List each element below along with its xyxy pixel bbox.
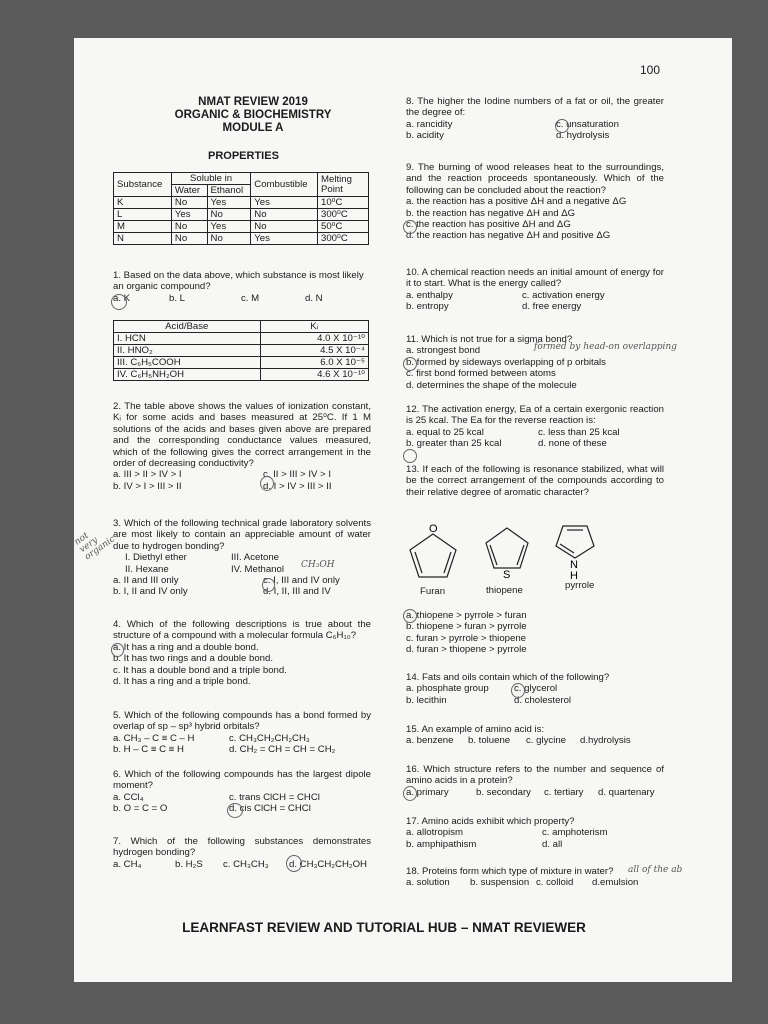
question-11 xyxy=(406,334,677,391)
choice: a. enthalpy xyxy=(406,289,453,301)
table-row: M No Yes No 50⁰C xyxy=(114,221,369,233)
pyrrole-label: pyrrole xyxy=(565,580,595,591)
answer-mark xyxy=(511,683,525,698)
question-stem: 7. Which of the following substances demonstrates hydrogen bonding? xyxy=(113,836,371,859)
question-13 xyxy=(406,464,664,498)
choice: b. suspension xyxy=(470,877,530,889)
choice: b. H – C ≡ C ≡ H xyxy=(113,744,184,756)
question-stem: 1. Based on the data above, which substance is most likely an organic compound? xyxy=(113,270,364,293)
choice: c. furan > pyrrole > thiopene xyxy=(406,632,526,644)
table-row: K No Yes Yes 10⁰C xyxy=(114,197,369,209)
choice: c. first bond formed between atoms xyxy=(406,368,556,380)
choice: b. H₂S xyxy=(175,858,203,870)
choice: d. hydrolysis xyxy=(556,130,610,142)
choice: d. It has a ring and a triple bond. xyxy=(113,675,251,687)
thiophene-structure xyxy=(486,528,528,568)
choice: c. II > III > IV > I xyxy=(263,469,331,481)
table-row: II. HNO₂ 4.5 X 10⁻⁴ xyxy=(114,345,369,357)
choice: a. It has a ring and a double bond. xyxy=(113,641,259,653)
question-17 xyxy=(406,816,664,850)
th-water: Water xyxy=(171,185,207,197)
choice: b. thiopene > furan > pyrrole xyxy=(406,621,527,633)
question-3 xyxy=(113,518,371,598)
choice: d.hydrolysis xyxy=(580,735,631,747)
choice: a. equal to 25 kcal xyxy=(406,426,484,438)
choice: d. all xyxy=(542,838,563,850)
choice: b. amphipathism xyxy=(406,838,477,850)
choice: a. CH₄ xyxy=(113,858,142,870)
question-stem: 9. The burning of wood releases heat to the surroundings, and the reaction proceeds spontaneously. Which of the following can be concluded about the reaction? xyxy=(406,162,664,196)
choice: b. L xyxy=(169,292,186,304)
question-18 xyxy=(406,866,706,889)
choice: b. It has two rings and a double bond. xyxy=(113,653,274,665)
choice: a. II and III only xyxy=(113,575,179,586)
statement: II. Hexane xyxy=(125,563,169,575)
pyrrole-double-bond xyxy=(560,544,574,553)
choice: c. glycine xyxy=(526,735,566,747)
choice: c. activation energy xyxy=(522,289,605,301)
choice: b. toluene xyxy=(468,735,511,747)
answer-mark xyxy=(403,786,417,801)
choice: b. formed by sideways overlapping of p orbitals xyxy=(406,356,606,368)
choice: b. lecithin xyxy=(406,694,447,706)
choice: a. K xyxy=(113,292,131,304)
answer-mark xyxy=(260,476,274,491)
th-soluble: Soluble in xyxy=(171,173,250,185)
table-row: IV. C₆H₅NH₂OH 4.6 X 10⁻¹⁰ xyxy=(114,369,369,381)
question-14 xyxy=(406,672,664,706)
title-line: ORGANIC & BIOCHEMISTRY xyxy=(174,109,332,121)
choice: a. solution xyxy=(406,877,450,889)
choice: d. cis ClCH = CHCl xyxy=(229,803,311,815)
properties-table xyxy=(113,172,369,245)
statement: III. Acetone xyxy=(231,552,280,564)
question-stem: 8. The higher the Iodine numbers of a fat or oil, the greater the degree of: xyxy=(406,96,664,119)
page-footer: LEARNFAST REVIEW AND TUTORIAL HUB – NMAT REVIEWER xyxy=(182,920,586,935)
furan-ring xyxy=(410,534,456,577)
question-4 xyxy=(113,619,371,687)
question-2 xyxy=(113,401,371,492)
question-stem: 10. A chemical reaction needs an initial amount of energy for it to start. What is the energy called? xyxy=(406,267,664,290)
handwritten-note: CH₃OH xyxy=(301,559,335,570)
choice: b. secondary xyxy=(476,786,531,798)
thiophene-ring xyxy=(486,528,528,568)
pyrrole-structure xyxy=(556,526,594,558)
question-stem: 12. The activation energy, Ea of a certain exergonic reaction is 25 kcal. The Ea for the reverse reaction is: xyxy=(406,404,664,427)
th-combustible: Combustible xyxy=(251,173,318,197)
question-16 xyxy=(406,764,664,798)
pyrrole-h-atom: H xyxy=(570,570,578,582)
choice: c. less than 25 kcal xyxy=(538,426,620,438)
choice: c. M xyxy=(241,292,260,304)
answer-mark xyxy=(227,803,243,818)
choice: d. I, II, III and IV xyxy=(263,586,331,598)
question-stem: 16. Which structure refers to the number and sequence of amino acids in a protein? xyxy=(406,764,664,787)
question-15 xyxy=(406,724,664,747)
question-10 xyxy=(406,267,664,313)
choice: d. determines the shape of the molecule xyxy=(406,379,577,391)
answer-mark xyxy=(403,609,417,623)
choice: d. the reaction has negative ΔH and positive ΔG xyxy=(406,230,611,242)
title-line: NMAT REVIEW 2019 xyxy=(198,96,308,108)
pyrrole-ring xyxy=(556,526,594,558)
thiophene-double-bond xyxy=(517,545,524,565)
choice: a. CH₃ – C ≡ C – H xyxy=(113,732,195,744)
answer-mark xyxy=(403,357,417,371)
choice: a. thiopene > pyrrole > furan xyxy=(406,610,527,621)
thiophene-double-bond xyxy=(490,545,497,565)
question-12 xyxy=(406,404,664,450)
choice: c. CH₃CH₃ xyxy=(223,858,269,870)
choice: c. unsaturation xyxy=(556,118,619,130)
question-8 xyxy=(406,96,664,142)
pyrrole-n-atom: N xyxy=(570,559,578,571)
answer-mark xyxy=(403,220,417,234)
choice: c. glycerol xyxy=(514,683,558,695)
choice: a. strongest bond xyxy=(406,345,481,357)
table-row: N No No Yes 300⁰C xyxy=(114,233,369,245)
furan-structure xyxy=(410,534,456,577)
choice: b. greater than 25 kcal xyxy=(406,438,502,450)
question-1 xyxy=(113,270,371,304)
answer-mark xyxy=(403,449,417,463)
choice: c. the reaction has positive ΔH and ΔG xyxy=(406,219,571,230)
question-stem: 15. An example of amino acid is: xyxy=(406,724,545,735)
question-stem: 13. If each of the following is resonance stabilized, what will be the correct arrangement of the compounds according to their relative degree of aromatic character? xyxy=(406,464,664,498)
question-13-choices xyxy=(406,610,664,656)
choice: c. I, III and IV only xyxy=(263,575,340,586)
th-k: Kᵢ xyxy=(260,321,368,333)
choice: c. colloid xyxy=(536,877,574,889)
th-melting: Melting Point xyxy=(318,173,369,197)
answer-mark xyxy=(286,855,302,872)
table-row: L Yes No No 300⁰C xyxy=(114,209,369,221)
question-stem: 4. Which of the following descriptions is true about the structure of a compound with a molecular formula C₆H₁₀? xyxy=(113,619,371,642)
question-stem: 3. Which of the following technical grade laboratory solvents are most likely to contain an appreciable amount of water due to hydrogen bonding? xyxy=(113,518,371,552)
choice: b. acidity xyxy=(406,130,444,142)
furan-o-atom: O xyxy=(429,523,438,535)
question-stem: 6. Which of the following compounds has the largest dipole moment? xyxy=(113,769,371,792)
choice: d. free energy xyxy=(522,301,582,313)
question-stem: 11. Which is not true for a sigma bond? xyxy=(406,334,573,345)
choice: a. primary xyxy=(406,786,449,798)
statement: IV. Methanol xyxy=(231,563,284,575)
thiophene-label: thiopene xyxy=(486,585,523,596)
choice: b. entropy xyxy=(406,301,449,313)
handwritten-note: all of the ab xyxy=(628,865,683,875)
question-stem: 18. Proteins form which type of mixture in water? xyxy=(406,866,614,877)
choice: c. amphoterism xyxy=(542,827,608,839)
choice: d. none of these xyxy=(538,438,607,450)
choice: d. quartenary xyxy=(598,786,655,798)
th-substance: Substance xyxy=(114,173,172,197)
table-row: I. HCN 4.0 X 10⁻¹⁰ xyxy=(114,333,369,345)
choice: d. furan > thiopene > pyrrole xyxy=(406,644,527,656)
title-line: MODULE A xyxy=(222,122,284,134)
choice: d. CH₃CH₂CH₂OH xyxy=(289,858,367,870)
th-acid: Acid/Base xyxy=(114,321,261,333)
answer-mark xyxy=(262,578,275,592)
page-number: 100 xyxy=(640,63,661,77)
statement: I. Diethyl ether xyxy=(125,552,187,564)
furan-label: Furan xyxy=(420,586,446,597)
handwritten-note: formed by head-on overlapping xyxy=(534,342,677,353)
table-row: III. C₆H₅COOH 6.0 X 10⁻⁵ xyxy=(114,357,369,369)
answer-mark xyxy=(111,294,127,310)
handwritten-note: not very organic xyxy=(72,530,118,563)
choice: d. cholesterol xyxy=(514,694,572,706)
choice: d.emulsion xyxy=(592,877,639,889)
ionization-table xyxy=(113,320,369,381)
question-9 xyxy=(406,162,664,242)
choice: a. the reaction has a positive ΔH and a negative ΔG xyxy=(406,196,627,208)
section-heading: PROPERTIES xyxy=(208,150,279,162)
choice: b. IV > I > III > II xyxy=(113,480,182,492)
choice: a. III > II > IV > I xyxy=(113,469,182,481)
choice: d. CH₂ = CH = CH = CH₂ xyxy=(229,744,336,756)
document-title xyxy=(168,96,338,135)
choice: c. trans ClCH = CHCl xyxy=(229,791,320,803)
choice: a. CCl₄ xyxy=(113,791,144,803)
question-stem: 5. Which of the following compounds has a bond formed by overlap of sp – sp³ hybrid orbitals? xyxy=(113,710,371,733)
choice: b. O = C = O xyxy=(113,803,168,815)
choice: a. phosphate group xyxy=(406,683,489,695)
choice: d. N xyxy=(305,292,323,304)
choice: d. I > IV > III > II xyxy=(263,480,332,492)
choice: a. allotropism xyxy=(406,827,464,839)
question-stem: 14. Fats and oils contain which of the following? xyxy=(406,672,610,683)
choice: a. rancidity xyxy=(406,118,453,130)
choice: a. benzene xyxy=(406,735,454,747)
answer-mark xyxy=(111,643,124,657)
choice: c. It has a double bond and a triple bond. xyxy=(113,664,287,676)
thiophene-s-atom: S xyxy=(503,569,511,581)
choice: c. tertiary xyxy=(544,786,584,798)
choice: c. CH₃CH₂CH₂CH₃ xyxy=(229,732,310,744)
question-5 xyxy=(113,710,371,756)
choice: b. the reaction has negative ΔH and ΔG xyxy=(406,207,576,219)
question-stem: 2. The table above shows the values of ionization constant, Kᵢ for some acids and bases measured at 25⁰C. If 1 M solutions of the acids and bases given above are prepared and the corresponding conductance values measured, which of the following gives the correct arrangement in the order of decreasing conductivity? xyxy=(113,401,371,470)
answer-mark xyxy=(555,119,569,133)
th-ethanol: Ethanol xyxy=(207,185,251,197)
choice: b. I, II and IV only xyxy=(113,586,188,598)
question-stem: 17. Amino acids exhibit which property? xyxy=(406,816,575,827)
question-7 xyxy=(113,836,371,870)
